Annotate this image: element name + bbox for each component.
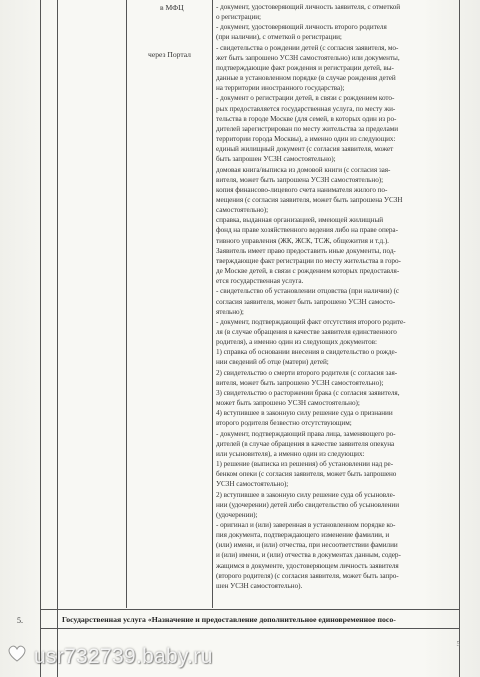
document-text-line: справка, выданная организацией, имеющей жилищный (216, 216, 384, 225)
document-text-line: дителей зарегистрирован по месту жительства за пределами (216, 124, 399, 133)
document-text-line: нии сведений об отце (матери) детей; (216, 358, 329, 367)
table-border-service-col (126, 0, 127, 608)
document-text-line: самостоятельно); (216, 206, 269, 215)
document-text-line: второго родителя безвестно отсутствующим; (216, 419, 352, 428)
document-text-line: бенком опеки (с согласия заявителя, может быть запрошено (216, 470, 397, 479)
document-text-line: о регистрации; (216, 13, 262, 22)
document-text-line: жащимся в документе, удостоверяющем личность заявителя (216, 561, 399, 570)
document-text-line: шен УСЗН самостоятельно). (216, 581, 303, 590)
baby-ru-logo-icon (6, 642, 28, 664)
table-row-divider (40, 609, 460, 610)
document-text-line: домовая книга/выписка из домовой книги (с согласия зая- (216, 165, 391, 174)
table-border-left (40, 0, 41, 677)
document-text-line: тивного управления (ЖК, ЖСК, ТСЖ, общежития и т.д.). (216, 236, 389, 245)
document-text-line: согласия заявителя, может быть запрошено УСЗН самосто- (216, 297, 396, 306)
document-text-line: рых предоставляется государственная услуга, по месту жи- (216, 104, 396, 113)
document-text-line: мещения (с согласия заявителя, может быть запрошена УСЗН (216, 195, 403, 204)
document-text-line: подтверждающие факт рождения и регистрации детей, вы- (216, 63, 394, 72)
document-text-line: де Москве детей, в связи с рождением которых предоставля- (216, 267, 400, 276)
document-text-line: - оригинал и (или) заверенная в установленном порядке ко- (216, 520, 396, 529)
document-text-line: (второго родителя) (с согласия заявителя, может быть запро- (216, 571, 399, 580)
document-text-line: или усыновителя), а именно один из следующих: (216, 449, 365, 458)
document-text-line: вителя, может быть запрошена УСЗН самостоятельно); (216, 175, 384, 184)
document-text-line: дителей (в случае обращения в качестве заявителя опекуна (216, 439, 395, 448)
document-text-line: пия документа, подтверждающего изменение фамилии, и (216, 531, 390, 540)
document-text-line: - свидетельства о рождении детей (с согласия заявителя, мо- (216, 43, 399, 52)
document-text-line: жет быть запрошено УСЗН самостоятельно) или документы, (216, 53, 400, 62)
service-title: Государственная услуга «Назначение и предоставление дополнительное единовременное посо- (62, 615, 396, 624)
document-text-line: - свидетельство об установлении отцовства (при наличии) (с (216, 287, 400, 296)
watermark-text: usr732739.baby.ru (34, 645, 213, 668)
document-text-line: Заявитель имеет право предоставить иные документы, под- (216, 246, 396, 255)
document-text-line: (или) имени, и (или) отчества, при несоответствии фамилии (216, 541, 398, 550)
table-border-number-col (57, 0, 58, 677)
document-text-line: 3) свидетельство о расторжении брака (с согласия заявителя, (216, 388, 400, 397)
document-text-line: 2) вступившее в законную силу решение суда об усыновле- (216, 490, 396, 499)
document-text-line: - документ о регистрации детей, в связи с рождением кото- (216, 94, 395, 103)
document-text-line: ятельно); (216, 307, 244, 316)
document-text-line: (при наличии), с отметкой о регистрации; (216, 33, 342, 42)
document-text-line: территории города Москвы), а именно один из следующих: (216, 135, 396, 144)
document-text-line: 1) справка об основании внесения в свидетельство о рожде- (216, 348, 398, 357)
document-text-line: ля (в случае обращения в качестве заявителя единственного (216, 328, 397, 336)
document-text-line: быть запрошен УСЗН самостоятельно); (216, 155, 336, 164)
table-border-right (456, 0, 460, 677)
document-text-line: - документ, подтверждающий факт отсутствия второго родите- (216, 317, 406, 326)
document-text-line: ется государственная услуга. (216, 277, 304, 286)
document-text-line: единый жилищный документ (с согласия заявителя, может (216, 145, 394, 154)
document-text-line: 2) свидетельство о смерти второго родителя (с согласия зая- (216, 368, 398, 377)
document-text-line: - документ, удостоверяющий личность второго родителя (216, 23, 387, 32)
channel-via-portal: через Портал (148, 50, 191, 59)
required-documents-list (216, 2, 452, 591)
document-text-line: может быть запрошено УСЗН самостоятельно); (216, 399, 360, 408)
document-text-line: 4) вступившее в законную силу решение суда о признании (216, 409, 393, 418)
document-text-line: 1) решение (выписка из решения) об установлении над ре- (216, 460, 394, 469)
document-text-line: - документ, удостоверяющий личность заявителя, с отметкой (216, 3, 401, 11)
channel-in-mfc: в МФЦ (160, 3, 184, 12)
document-text-line: родителя), а именно один из следующих документов: (216, 338, 377, 347)
page-number: 5 (456, 640, 460, 648)
row-number: 5. (17, 616, 23, 625)
document-text-line: и (или) имени, и (или) отчества в документах данным, содер- (216, 551, 401, 560)
document-text-line: тверждающие факт регистрации по месту жительства в горо- (216, 256, 401, 265)
document-text-line: вителя, может быть запрошено УСЗН самостоятельно); (216, 378, 384, 387)
document-text-line: копия финансово-лицевого счета нанимателя жилого по- (216, 185, 388, 194)
table-border-channel-col (212, 0, 213, 608)
document-text-line: УСЗН самостоятельно); (216, 480, 289, 489)
document-text-line: на территории иностранного государства); (216, 84, 345, 93)
document-text-line: - документ, подтверждающий права лица, заменяющего ро- (216, 429, 396, 438)
document-text-line: данные в установленном порядке (в случае рождения детей (216, 74, 396, 83)
document-text-line: тельства в городе Москве (для семей, в которых один из ро- (216, 114, 397, 123)
document-text-line: фонд на праве хозяйственного ведения либо на праве опера- (216, 226, 398, 235)
document-text-line: (удочерении); (216, 510, 258, 519)
table-row-divider-bottom (40, 628, 460, 629)
document-text-line: нии (удочерении) детей либо свидетельство об усыновлении (216, 500, 400, 509)
